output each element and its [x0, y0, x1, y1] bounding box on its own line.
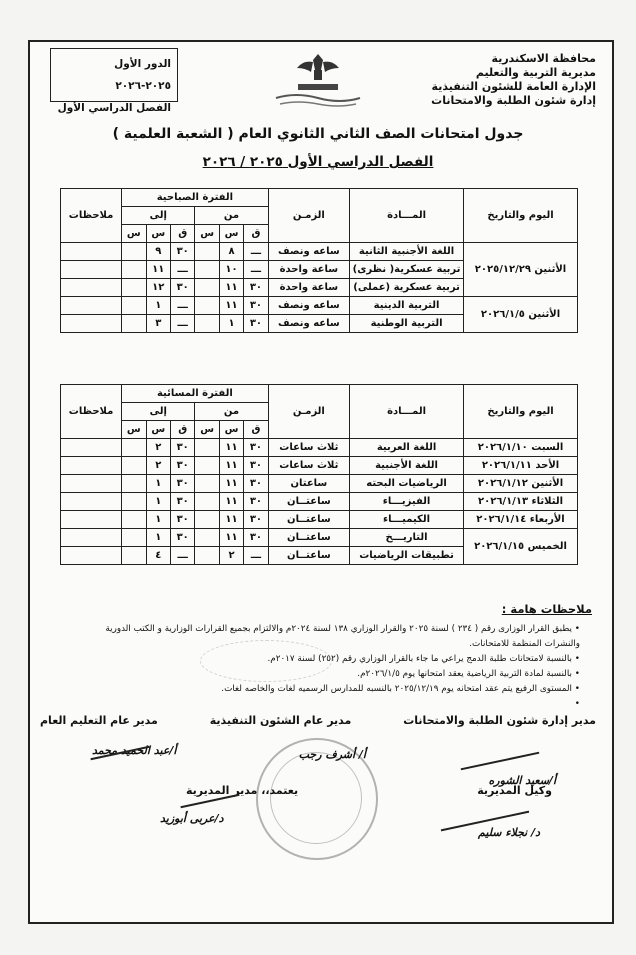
- col-h2: س: [122, 421, 146, 439]
- cell-to-hours: ١: [146, 511, 170, 529]
- evening-exam-table: [60, 384, 578, 565]
- cell-duration: ساعتــان: [268, 529, 349, 547]
- cell-day-date: الثلاثاء ٢٠٢٦/١/١٣: [464, 493, 578, 511]
- cell-notes: [61, 297, 122, 315]
- cell-from-hours: ٢: [219, 547, 243, 565]
- cell-from-hours: ٨: [219, 243, 243, 261]
- col-q1: ق: [244, 225, 268, 243]
- col-day-date: اليوم والتاريخ: [464, 385, 578, 439]
- col-s1: س: [219, 225, 243, 243]
- col-subject: المـــادة: [350, 385, 464, 439]
- cell-to-minutes: ـــ: [170, 297, 194, 315]
- table-row: [61, 529, 578, 547]
- cell-duration: ساعتان: [268, 475, 349, 493]
- cell-notes: [61, 547, 122, 565]
- cell-duration: ساعتــان: [268, 547, 349, 565]
- col-s1: س: [219, 421, 243, 439]
- cell-to-minutes: ٣٠: [170, 475, 194, 493]
- session-term: الفصل الدراسي الأول: [57, 102, 171, 114]
- col-q1: ق: [244, 421, 268, 439]
- cell-empty: [122, 457, 146, 475]
- cell-from-minutes: ٣٠: [244, 297, 268, 315]
- cell-to-minutes: ـــ: [170, 315, 194, 333]
- cell-from-minutes: ـــ: [244, 243, 268, 261]
- cell-from-hours: ١١: [219, 297, 243, 315]
- cell-from-minutes: ٣٠: [244, 475, 268, 493]
- sig-title-students: مدير إدارة شئون الطلبة والامتحانات: [403, 714, 596, 727]
- cell-day-date: الأثنين ٢٠٢٦/١/٥: [464, 297, 578, 333]
- cell-to-hours: ٣: [146, 315, 170, 333]
- cell-subject: تربية عسكرية( نظرى): [350, 261, 464, 279]
- cell-to-hours: ٩: [146, 243, 170, 261]
- cell-to-hours: ١١: [146, 261, 170, 279]
- cell-duration: ثلاث ساعات: [268, 457, 349, 475]
- col-duration: الزمـن: [268, 385, 349, 439]
- cell-notes: [61, 243, 122, 261]
- signatures-titles: [40, 714, 596, 727]
- faded-stamp-icon: [200, 640, 332, 682]
- cell-from-minutes: ـــ: [244, 547, 268, 565]
- note-item: • بالنسبة لمادة التربية الرياضية يعقد امتحانها يوم ٢٠٢٦/١/٥م.: [70, 667, 580, 682]
- cell-empty: [195, 297, 219, 315]
- cell-to-hours: ١: [146, 493, 170, 511]
- col-h1: س: [195, 225, 219, 243]
- page-subtitle: الفصل الدراسي الأول ٢٠٢٥ / ٢٠٢٦: [202, 154, 434, 170]
- note-item: [70, 697, 580, 712]
- col-q2: ق: [170, 225, 194, 243]
- cell-empty: [195, 279, 219, 297]
- cell-notes: [61, 261, 122, 279]
- header-line-3: الإدارة العامة للشئون التنفيذية: [431, 80, 596, 93]
- cell-duration: ساعة واحدة: [268, 279, 349, 297]
- cell-from-hours: ١١: [219, 529, 243, 547]
- cell-day-date: الأحد ٢٠٢٦/١/١١: [464, 457, 578, 475]
- note-item: • يطبق القرار الوزارى رقم ( ٢٣٤ ) لسنة ٢٠٢٥ والقرار الوزاري ١٣٨ لسنة ٢٠٢٤م والالتزام بجميع القرارات الوزارية و الكتب الدورية والنشرات المنظمة للامتحانات.: [70, 622, 580, 652]
- table-row: [61, 439, 578, 457]
- table-row: [61, 297, 578, 315]
- cell-notes: [61, 511, 122, 529]
- cell-empty: [122, 315, 146, 333]
- col-s2: س: [146, 421, 170, 439]
- cell-from-hours: ١١: [219, 475, 243, 493]
- cell-empty: [195, 547, 219, 565]
- cell-to-hours: ١: [146, 529, 170, 547]
- col-to: إلى: [122, 207, 195, 225]
- col-h2: س: [122, 225, 146, 243]
- table-row: [61, 511, 578, 529]
- cell-from-hours: ١١: [219, 511, 243, 529]
- cell-day-date: السبت ٢٠٢٦/١/١٠: [464, 439, 578, 457]
- cell-duration: ساعه ونصف: [268, 297, 349, 315]
- cell-subject: التربية الوطنية: [350, 315, 464, 333]
- cell-subject: تربية عسكرية (عملى): [350, 279, 464, 297]
- col-from: من: [195, 403, 268, 421]
- col-s2: س: [146, 225, 170, 243]
- cell-from-hours: ١: [219, 315, 243, 333]
- cell-subject: الفيزيـــاء: [350, 493, 464, 511]
- cell-subject: التاريـــخ: [350, 529, 464, 547]
- sig-name-students: أ/سعيد الشوره: [488, 774, 556, 787]
- cell-to-hours: ٢: [146, 439, 170, 457]
- col-period: الفترة الصباحية: [122, 189, 269, 207]
- col-notes: ملاحظات: [61, 189, 122, 243]
- cell-empty: [122, 439, 146, 457]
- cell-notes: [61, 475, 122, 493]
- cell-to-minutes: ٣٠: [170, 279, 194, 297]
- cell-empty: [122, 243, 146, 261]
- header-line-2: مديرية التربية والتعليم: [475, 66, 596, 79]
- cell-to-minutes: ٣٠: [170, 511, 194, 529]
- cell-from-minutes: ٣٠: [244, 511, 268, 529]
- sig-title-deputy: وكيل المديرية: [477, 784, 552, 797]
- table-row: [61, 493, 578, 511]
- cell-duration: ساعة واحدة: [268, 261, 349, 279]
- cell-duration: ساعه ونصف: [268, 315, 349, 333]
- cell-to-hours: ٤: [146, 547, 170, 565]
- cell-empty: [195, 261, 219, 279]
- cell-subject: الكيميـــاء: [350, 511, 464, 529]
- sig-title-education: مدير عام التعليم العام: [40, 714, 158, 727]
- cell-notes: [61, 439, 122, 457]
- approval-label: يعتمد،، مدير المديرية: [186, 784, 299, 797]
- cell-notes: [61, 315, 122, 333]
- cell-to-minutes: ٣٠: [170, 243, 194, 261]
- sig-name-education: أ/عبد الحميد محمد: [92, 744, 177, 757]
- cell-duration: ساعتــان: [268, 511, 349, 529]
- cell-to-hours: ١: [146, 475, 170, 493]
- cell-subject: اللغة الأجنبية الثانية: [350, 243, 464, 261]
- cell-from-minutes: ٣٠: [244, 529, 268, 547]
- header-line-4: إدارة شئون الطلبة والامتحانات: [431, 94, 596, 107]
- cell-from-hours: ١١: [219, 279, 243, 297]
- note-item: • بالنسبة لامتحانات طلبة الدمج يراعي ما جاء بالقرار الوزاري رقم (٢٥٢) لسنة ٢٠١٧م.: [70, 652, 580, 667]
- cell-to-minutes: ـــ: [170, 261, 194, 279]
- cell-from-minutes: ٣٠: [244, 279, 268, 297]
- cell-duration: ساعه ونصف: [268, 243, 349, 261]
- cell-day-date: الخميس ٢٠٢٦/١/١٥: [464, 529, 578, 565]
- cell-to-hours: ١٢: [146, 279, 170, 297]
- cell-notes: [61, 529, 122, 547]
- session-round: الدور الأول ٢٠٢٥-٢٠٢٦: [114, 58, 171, 92]
- cell-day-date: الأثنين ٢٠٢٦/١/١٢: [464, 475, 578, 493]
- notes-heading: ملاحظات هامة :: [501, 602, 592, 616]
- cell-to-hours: ١: [146, 297, 170, 315]
- col-h1: س: [195, 421, 219, 439]
- cell-to-minutes: ٣٠: [170, 493, 194, 511]
- cell-subject: اللغة العربية: [350, 439, 464, 457]
- sig-name-director: د/عربى أبوزيد: [160, 812, 224, 825]
- col-subject: المـــادة: [350, 189, 464, 243]
- cell-empty: [195, 243, 219, 261]
- cell-empty: [122, 279, 146, 297]
- table-row: [61, 457, 578, 475]
- cell-duration: ساعتــان: [268, 493, 349, 511]
- cell-from-minutes: ٣٠: [244, 493, 268, 511]
- col-period: الفترة المسائية: [122, 385, 269, 403]
- col-day-date: اليوم والتاريخ: [464, 189, 578, 243]
- cell-empty: [195, 315, 219, 333]
- col-notes: ملاحظات: [61, 385, 122, 439]
- cell-empty: [122, 547, 146, 565]
- cell-empty: [195, 511, 219, 529]
- cell-to-hours: ٢: [146, 457, 170, 475]
- cell-subject: التربية الدينية: [350, 297, 464, 315]
- col-duration: الزمـن: [268, 189, 349, 243]
- cell-to-minutes: ٣٠: [170, 457, 194, 475]
- cell-day-date: الأثنين ٢٠٢٥/١٢/٢٩: [464, 243, 578, 297]
- cell-empty: [195, 475, 219, 493]
- header-authority: [431, 52, 596, 108]
- table-row: [61, 475, 578, 493]
- cell-empty: [122, 493, 146, 511]
- cell-from-hours: ١٠: [219, 261, 243, 279]
- sig-name-deputy: د/ نجلاء سليم: [478, 826, 540, 839]
- cell-empty: [122, 511, 146, 529]
- cell-subject: تطبيقات الرياضيات: [350, 547, 464, 565]
- cell-empty: [122, 261, 146, 279]
- cell-from-hours: ١١: [219, 439, 243, 457]
- cell-notes: [61, 279, 122, 297]
- cell-notes: [61, 493, 122, 511]
- cell-subject: الرياضيات البحته: [350, 475, 464, 493]
- sig-title-executive: مدير عام الشئون التنفيذية: [209, 714, 352, 727]
- header-line-1: محافظة الاسكندرية: [491, 52, 596, 65]
- cell-empty: [195, 493, 219, 511]
- cell-empty: [195, 457, 219, 475]
- eagle-emblem-icon: [268, 50, 368, 108]
- table-row: [61, 243, 578, 261]
- cell-to-minutes: ـــ: [170, 547, 194, 565]
- cell-empty: [122, 297, 146, 315]
- cell-empty: [195, 439, 219, 457]
- cell-to-minutes: ٣٠: [170, 529, 194, 547]
- cell-subject: اللغة الأجنبية: [350, 457, 464, 475]
- cell-from-hours: ١١: [219, 457, 243, 475]
- cell-empty: [122, 529, 146, 547]
- cell-notes: [61, 457, 122, 475]
- col-from: من: [195, 207, 268, 225]
- cell-from-hours: ١١: [219, 493, 243, 511]
- cell-from-minutes: ٣٠: [244, 439, 268, 457]
- cell-empty: [195, 529, 219, 547]
- morning-exam-table: [60, 188, 578, 333]
- cell-from-minutes: ٣٠: [244, 315, 268, 333]
- cell-from-minutes: ـــ: [244, 261, 268, 279]
- page-title: جدول امتحانات الصف الثاني الثانوي العام ( الشعبة العلمية ): [112, 126, 524, 142]
- col-to: إلى: [122, 403, 195, 421]
- cell-duration: ثلاث ساعات: [268, 439, 349, 457]
- session-box: [50, 48, 178, 114]
- official-seal-inner-icon: [270, 752, 362, 844]
- cell-day-date: الأربعاء ٢٠٢٦/١/١٤: [464, 511, 578, 529]
- cell-from-minutes: ٣٠: [244, 457, 268, 475]
- cell-to-minutes: ٣٠: [170, 439, 194, 457]
- col-q2: ق: [170, 421, 194, 439]
- cell-empty: [122, 475, 146, 493]
- sig-name-executive: أ/ أشرف رجب: [298, 748, 366, 761]
- note-item: • المستوى الرفيع يتم عقد امتحانه يوم ٢٠٢٥/١٢/١٩ بالنسبه للمدارس الرسميه لغات والخاصه لغات.: [70, 682, 580, 697]
